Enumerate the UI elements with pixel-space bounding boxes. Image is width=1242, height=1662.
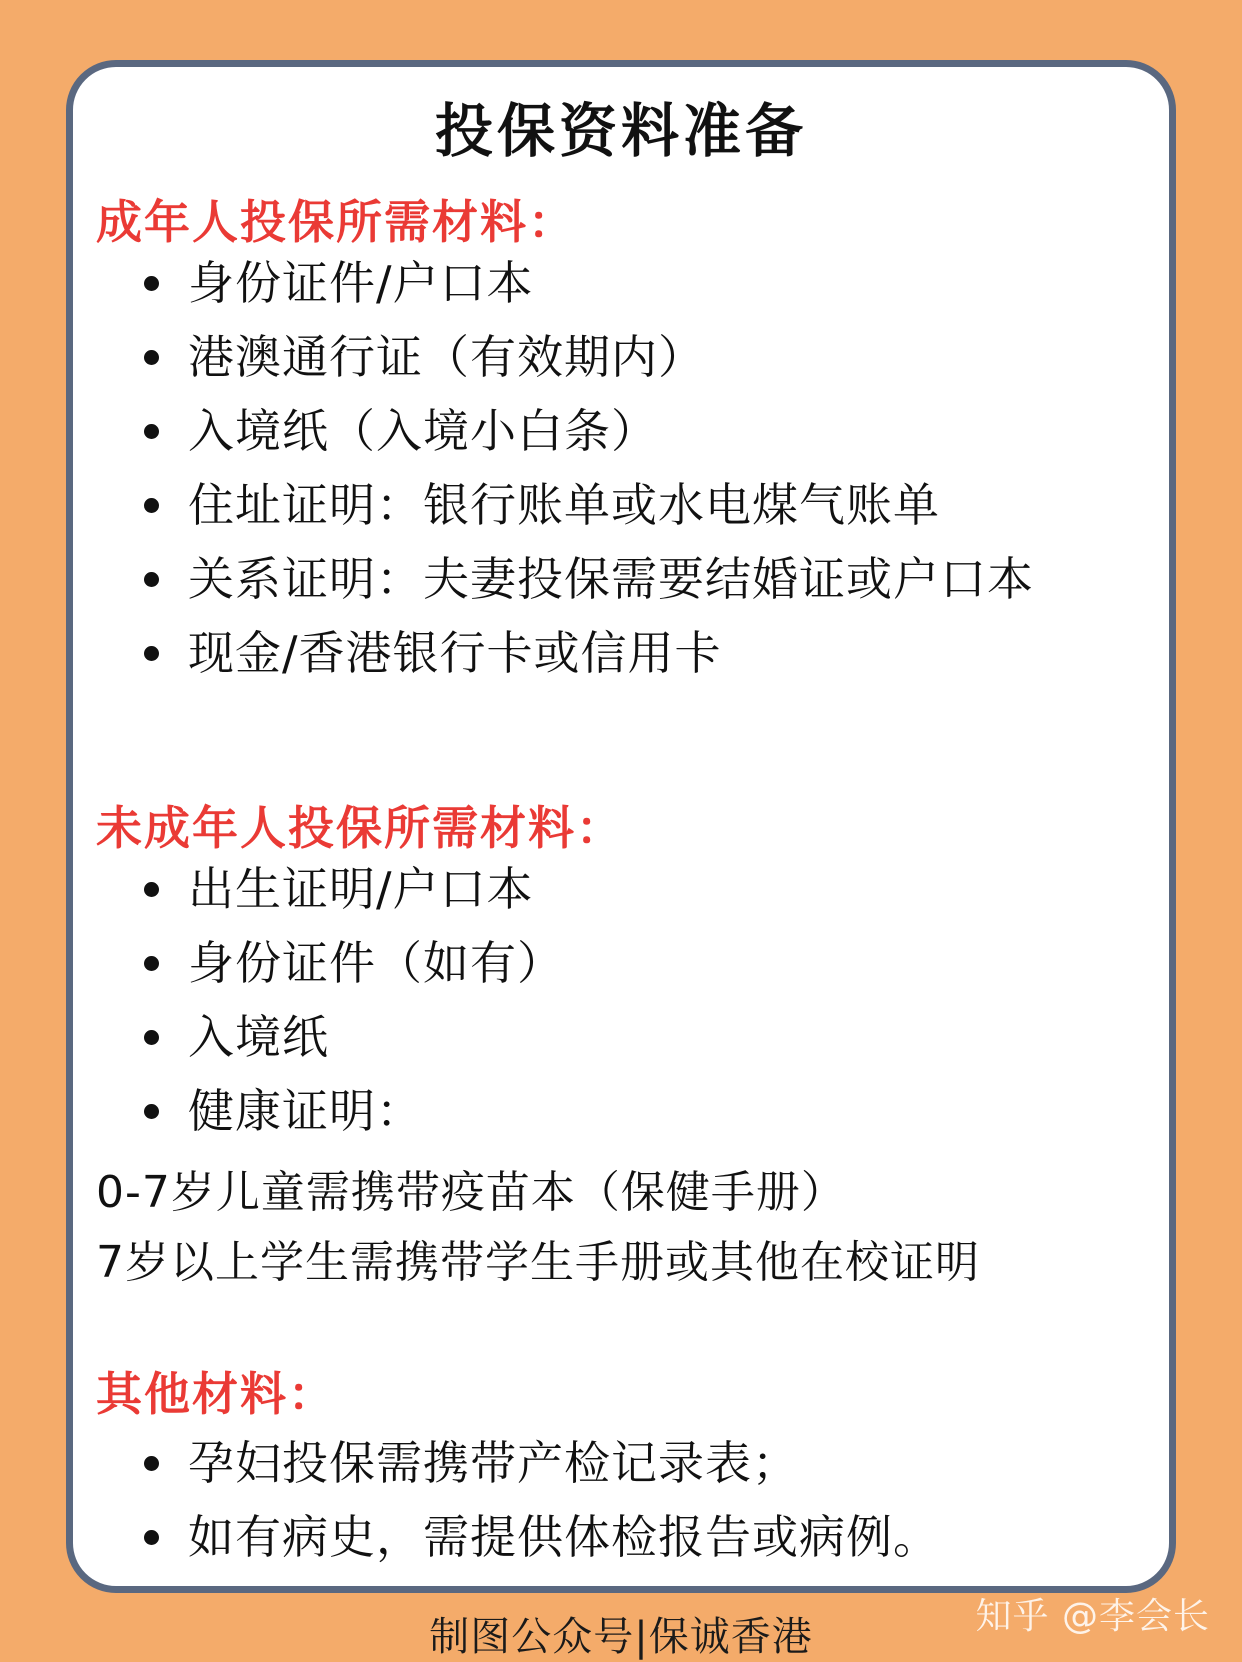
- list-item: 孕妇投保需携带产检记录表；: [140, 1426, 940, 1500]
- bullet-icon: [144, 572, 159, 587]
- bullet-icon: [144, 646, 159, 661]
- list-item: 出生证明/户口本: [140, 852, 564, 926]
- bullet-icon: [144, 350, 159, 365]
- minor-materials-list: [140, 852, 564, 1148]
- list-item: 身份证件/户口本: [140, 246, 1034, 320]
- list-item: 健康证明：: [140, 1074, 564, 1148]
- list-item: 关系证明：夫妻投保需要结婚证或户口本: [140, 542, 1034, 616]
- list-item: 如有病史，需提供体检报告或病例。: [140, 1500, 940, 1574]
- list-item: 身份证件（如有）: [140, 926, 564, 1000]
- list-item: 港澳通行证（有效期内）: [140, 320, 1034, 394]
- bullet-icon: [144, 1456, 159, 1471]
- footer-credit: 制图公众号|保诚香港: [429, 1614, 813, 1660]
- watermark: 知乎 @李会长: [975, 1596, 1210, 1637]
- bullet-icon: [144, 498, 159, 513]
- bullet-icon: [144, 1030, 159, 1045]
- list-item: 现金/香港银行卡或信用卡: [140, 616, 1034, 690]
- health-note-line: 0-7岁儿童需携带疫苗本（保健手册）: [96, 1167, 846, 1218]
- section-heading-adult: 成年人投保所需材料：: [96, 195, 576, 249]
- section-heading-other: 其他材料：: [96, 1367, 336, 1421]
- health-note-line: 7岁以上学生需携带学生手册或其他在校证明: [96, 1237, 980, 1288]
- bullet-icon: [144, 1530, 159, 1545]
- bullet-icon: [144, 424, 159, 439]
- list-item: 入境纸（入境小白条）: [140, 394, 1034, 468]
- section-heading-minor: 未成年人投保所需材料：: [96, 801, 624, 855]
- list-item: 住址证明：银行账单或水电煤气账单: [140, 468, 1034, 542]
- page-title: 投保资料准备: [434, 97, 807, 165]
- bullet-icon: [144, 956, 159, 971]
- bullet-icon: [144, 882, 159, 897]
- other-materials-list: [140, 1426, 940, 1574]
- bullet-icon: [144, 1104, 159, 1119]
- list-item: 入境纸: [140, 1000, 564, 1074]
- bullet-icon: [144, 276, 159, 291]
- adult-materials-list: [140, 246, 1034, 690]
